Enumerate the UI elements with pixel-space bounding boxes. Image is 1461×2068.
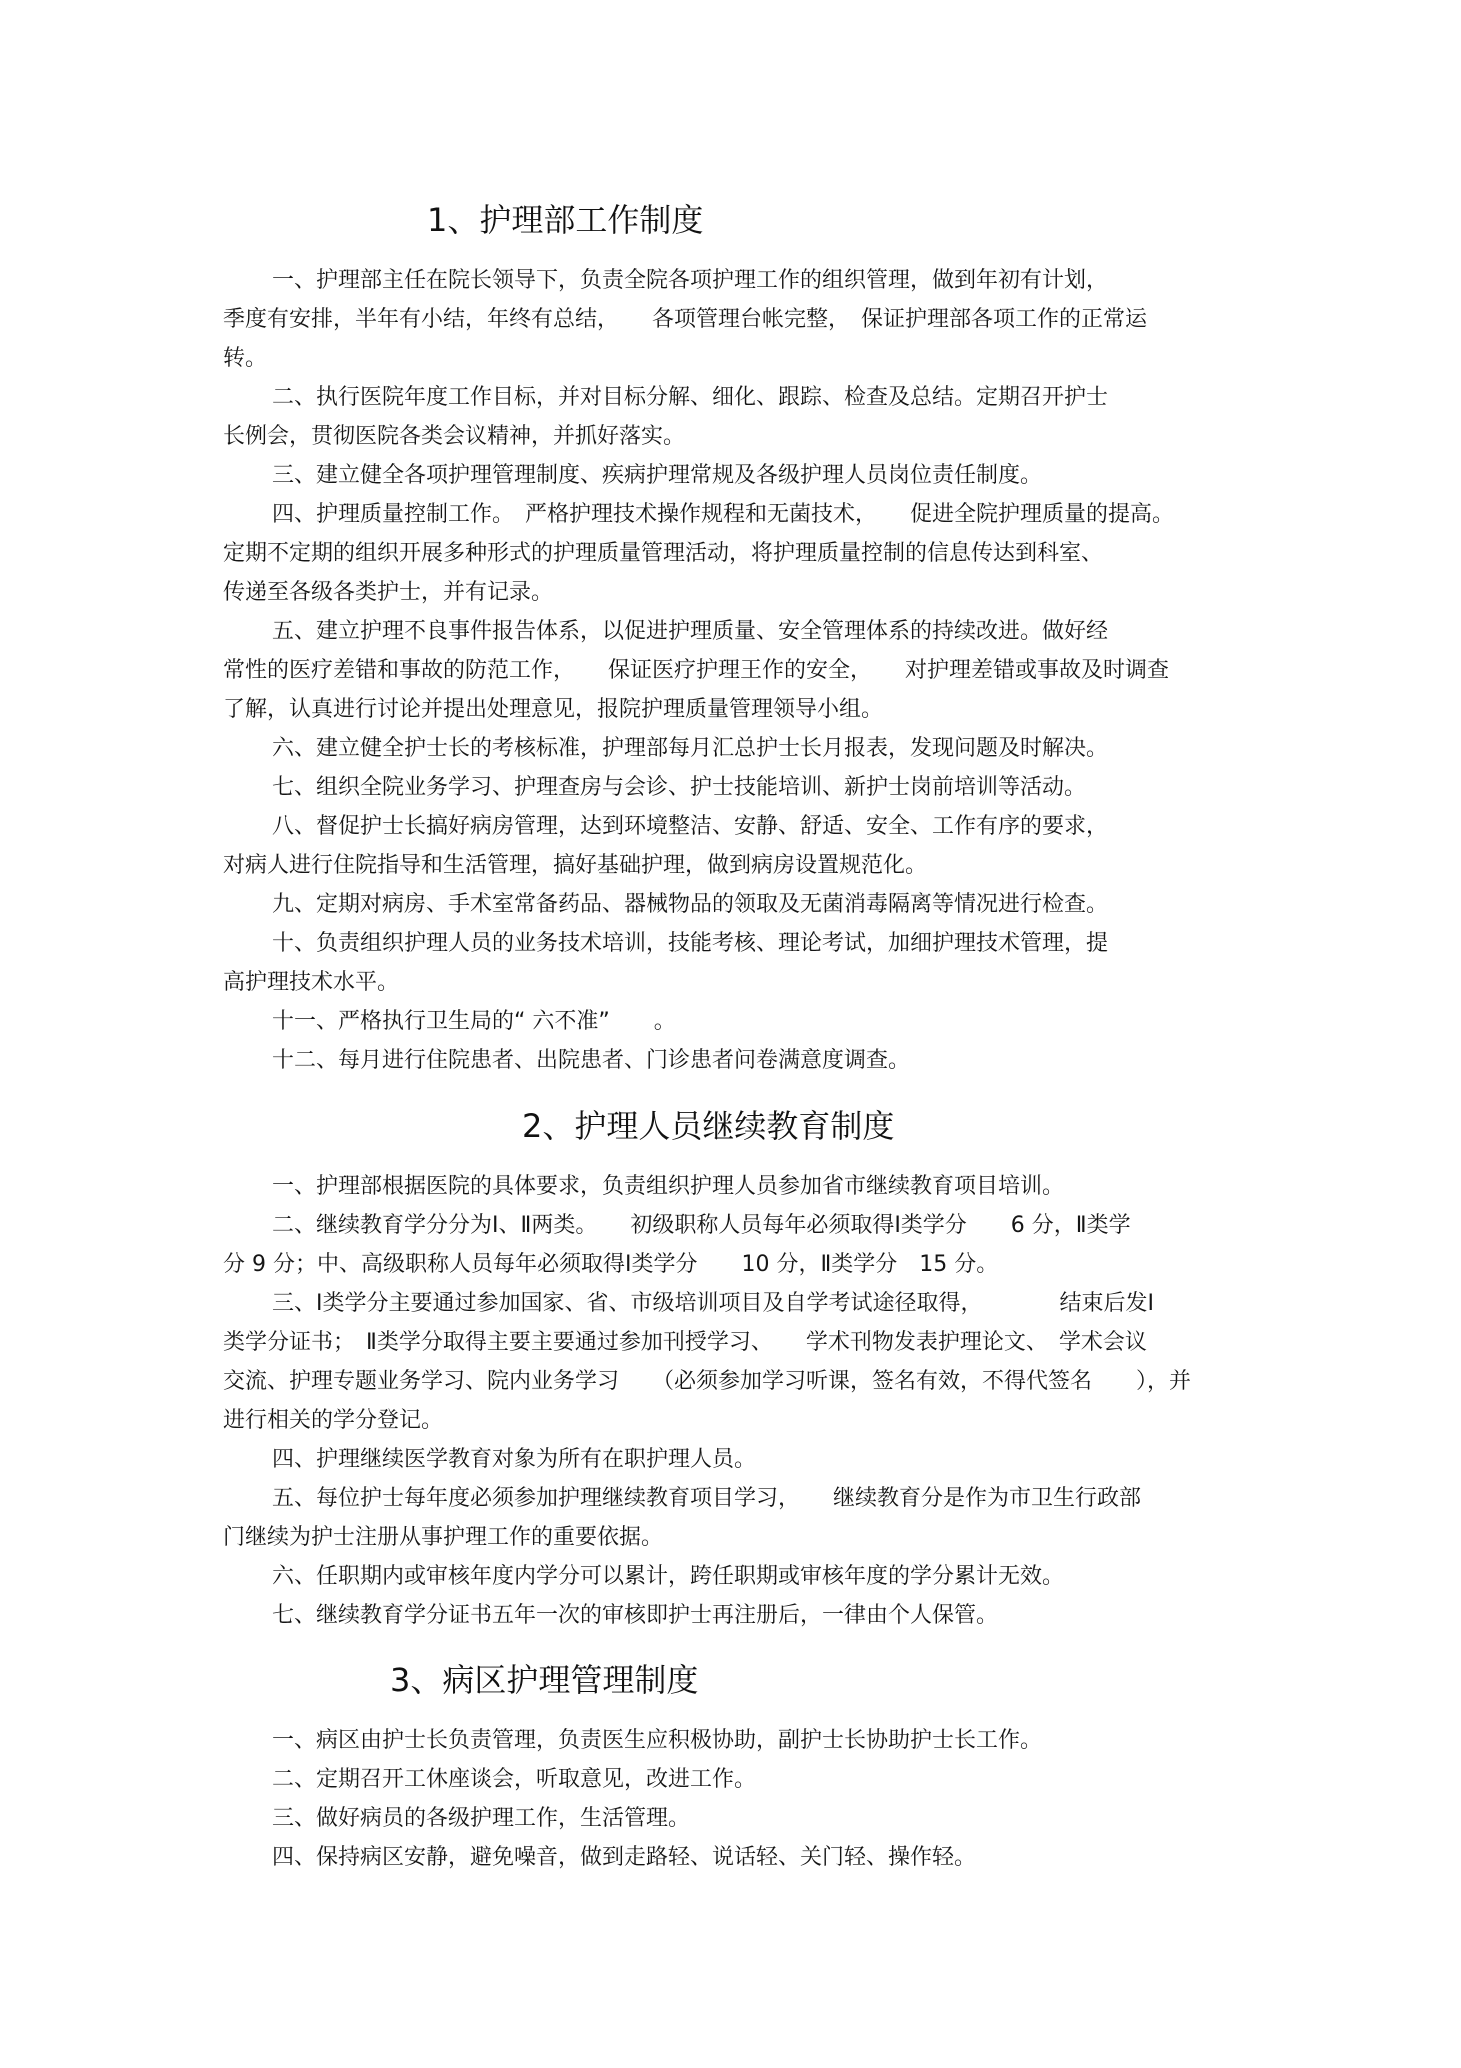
section-2-line: 类学分证书； Ⅱ类学分取得主要主要通过参加刊授学习、 学术刊物发表护理论文、 学术会议 [223,1330,1147,1355]
section-1-line: 五、建立护理不良事件报告体系，以促进护理质量、安全管理体系的持续改进。做好经 [272,619,1109,644]
section-1-line: 十一、严格执行卫生局的“ 六不准” 。 [272,1009,676,1034]
section-1-line: 十二、每月进行住院患者、出院患者、门诊患者问卷满意度调查。 [272,1048,911,1073]
section-2-line: 四、护理继续医学教育对象为所有在职护理人员。 [272,1447,757,1472]
section-2-line: 五、每位护士每年度必须参加护理继续教育项目学习， 继续教育分是作为市卫生行政部 [272,1486,1142,1511]
section-1-line: 三、建立健全各项护理管理制度、疾病护理常规及各级护理人员岗位责任制度。 [272,463,1043,488]
section-1-line: 十、负责组织护理人员的业务技术培训，技能考核、理论考试，加细护理技术管理，提 [272,931,1109,956]
section-1-line: 四、护理质量控制工作。 严格护理技术操作规程和无菌技术， 促进全院护理质量的提高。 [272,502,1175,527]
section-2-line: 一、护理部根据医院的具体要求，负责组织护理人员参加省市继续教育项目培训。 [272,1174,1065,1199]
section-2-line: 交流、护理专题业务学习、院内业务学习 （必须参加学习听课，签名有效，不得代签名 ），并 [223,1369,1192,1394]
section-1-line: 二、执行医院年度工作目标，并对目标分解、细化、跟踪、检查及总结。定期召开护士 [272,385,1109,410]
section-2-title: 2、护理人员继续教育制度 [522,1107,895,1145]
section-1-line: 季度有安排，半年有小结，年终有总结， 各项管理台帐完整， 保证护理部各项工作的正常运 [223,307,1148,332]
section-1-line: 一、护理部主任在院长领导下，负责全院各项护理工作的组织管理，做到年初有计划， [272,268,1109,293]
section-3-line: 一、病区由护士长负责管理，负责医生应积极协助，副护士长协助护士长工作。 [272,1728,1043,1753]
section-1-line: 定期不定期的组织开展多种形式的护理质量管理活动，将护理质量控制的信息传达到科室、 [223,541,1104,566]
section-1-line: 常性的医疗差错和事故的防范工作， 保证医疗护理王作的安全， 对护理差错或事故及时调查 [223,658,1170,683]
section-1-line: 传递至各级各类护士，并有记录。 [223,580,554,605]
section-2-line: 分 9 分；中、高级职称人员每年必须取得Ⅰ类学分 10 分，Ⅱ类学分 15 分。 [223,1252,999,1277]
section-1-line: 对病人进行住院指导和生活管理，搞好基础护理，做到病房设置规范化。 [223,853,928,878]
section-3-title: 3、病区护理管理制度 [390,1661,699,1699]
section-3-line: 二、定期召开工休座谈会，听取意见，改进工作。 [272,1767,757,1792]
section-2-line: 七、继续教育学分证书五年一次的审核即护士再注册后，一律由个人保管。 [272,1603,999,1628]
section-1-line: 转。 [223,346,268,371]
section-2-line: 三、Ⅰ类学分主要通过参加国家、省、市级培训项目及自学考试途径取得， 结束后发Ⅰ [272,1291,1154,1316]
section-2-line: 六、任职期内或审核年度内学分可以累计，跨任职期或审核年度的学分累计无效。 [272,1564,1065,1589]
section-1-line: 七、组织全院业务学习、护理查房与会诊、护士技能培训、新护士岗前培训等活动。 [272,775,1087,800]
section-2-line: 二、继续教育学分分为Ⅰ、Ⅱ两类。 初级职称人员每年必须取得Ⅰ类学分 6 分，Ⅱ类学 [272,1213,1131,1238]
section-3-line: 四、保持病区安静，避免噪音，做到走路轻、说话轻、关门轻、操作轻。 [272,1845,977,1870]
section-2-line: 门继续为护士注册从事护理工作的重要依据。 [223,1525,664,1550]
section-1-line: 九、定期对病房、手术室常备药品、器械物品的领取及无菌消毒隔离等情况进行检查。 [272,892,1109,917]
section-1-line: 长例会，贯彻医院各类会议精神，并抓好落实。 [223,424,686,449]
section-1-line: 八、督促护士长搞好病房管理，达到环境整洁、安静、舒适、安全、工作有序的要求， [272,814,1109,839]
section-1-line: 了解，认真进行讨论并提出处理意见，报院护理质量管理领导小组。 [223,697,884,722]
section-1-line: 高护理技术水平。 [223,970,400,995]
section-3-line: 三、做好病员的各级护理工作，生活管理。 [272,1806,691,1831]
section-2-line: 进行相关的学分登记。 [223,1408,444,1433]
section-1-line: 六、建立健全护士长的考核标准，护理部每月汇总护士长月报表，发现问题及时解决。 [272,736,1109,761]
section-1-title: 1、护理部工作制度 [427,201,704,239]
